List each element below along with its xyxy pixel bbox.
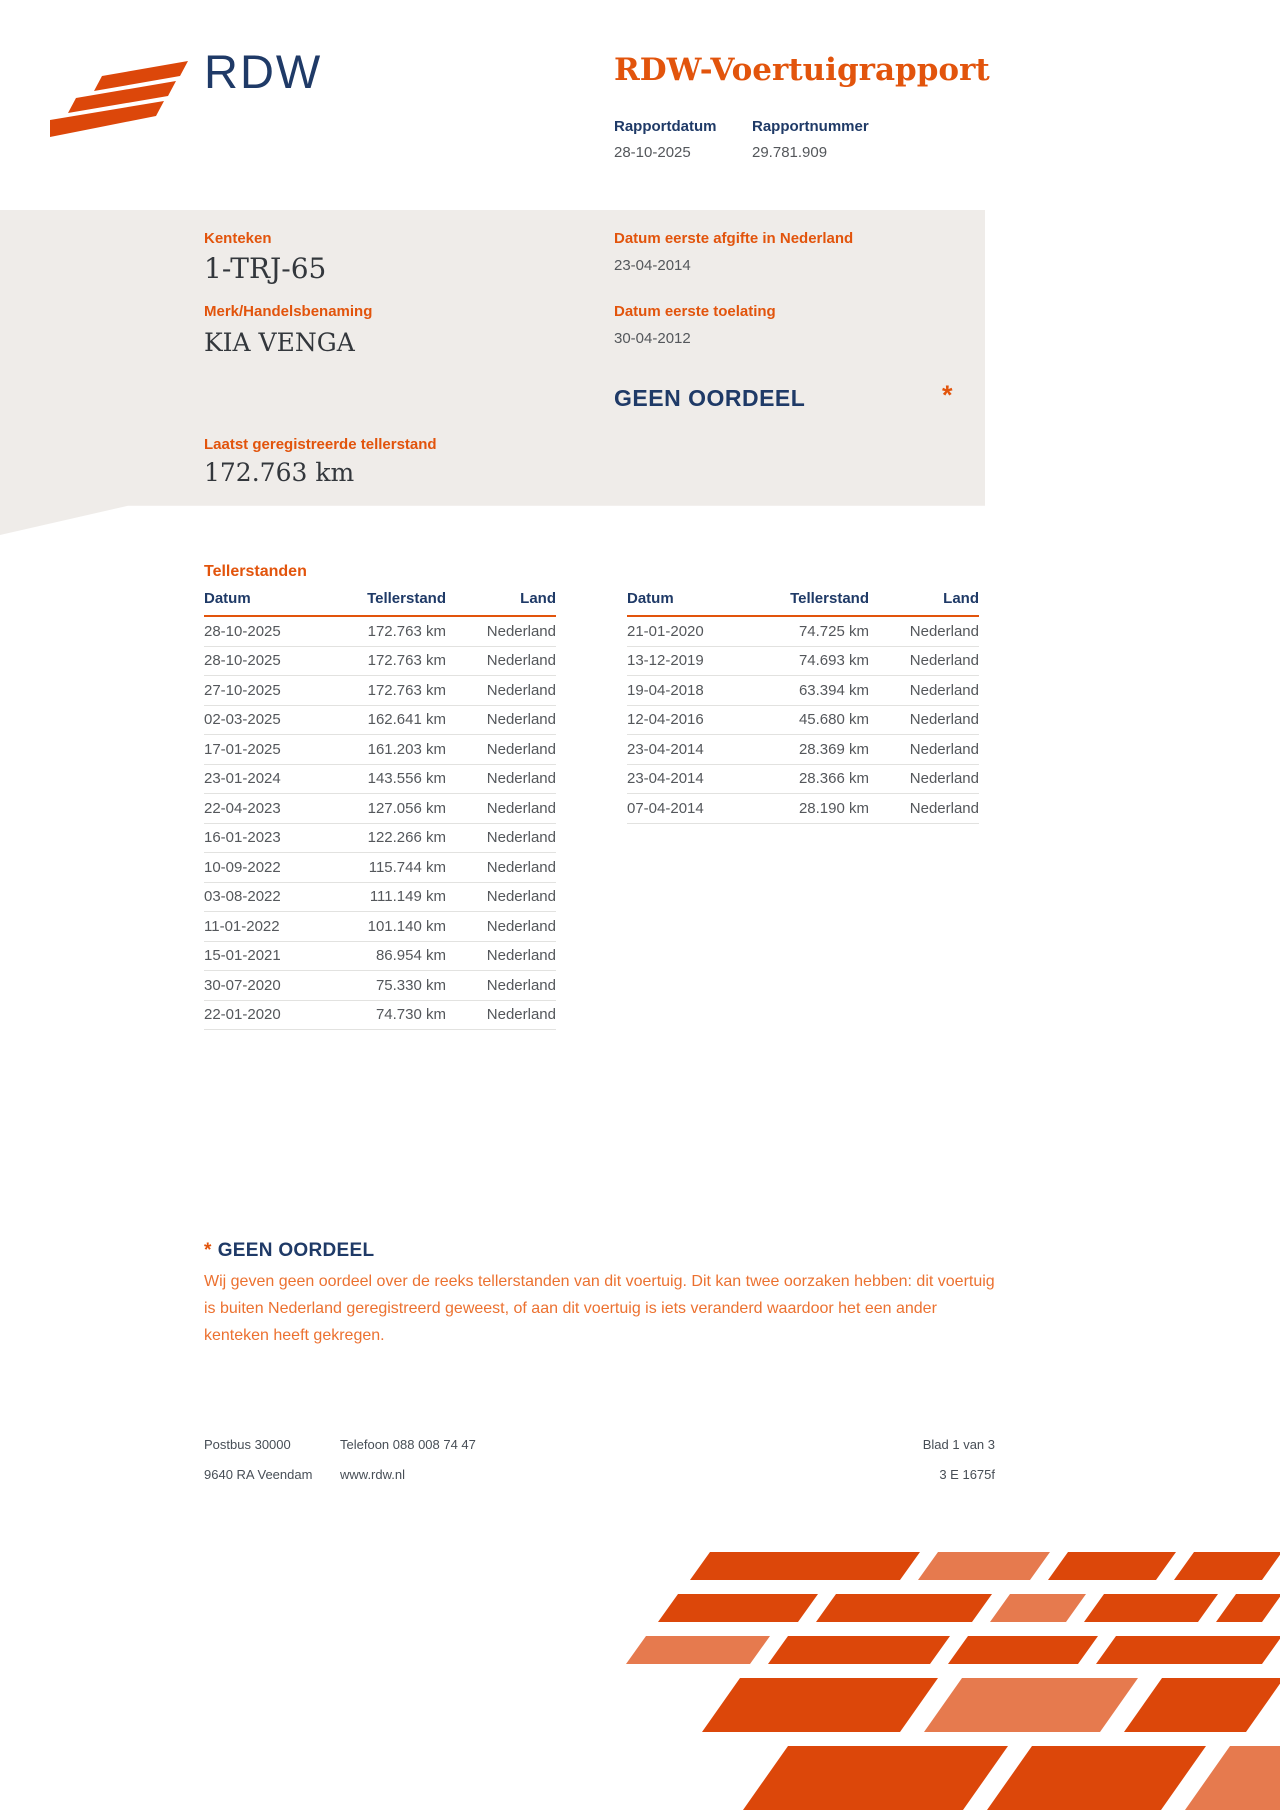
- column-header-tellerstand: Tellerstand: [790, 590, 869, 607]
- table-row: [204, 942, 556, 972]
- eerste-toelating-value: 30-04-2012: [614, 330, 691, 347]
- cell-land: Nederland: [486, 740, 556, 758]
- cell-land: Nederland: [486, 858, 556, 876]
- cell-tellerstand: 45.680 km: [798, 711, 869, 729]
- cell-land: Nederland: [486, 829, 556, 847]
- table-row: [204, 794, 556, 824]
- vehicle-summary-panel: [0, 210, 985, 535]
- cell-datum: 19-04-2018: [627, 681, 704, 699]
- cell-tellerstand: 74.730 km: [375, 1006, 446, 1024]
- rdw-logo-text: RDW: [204, 45, 323, 98]
- table-row: [204, 647, 556, 677]
- cell-tellerstand: 74.725 km: [798, 622, 869, 640]
- cell-datum: 22-04-2023: [204, 799, 281, 817]
- cell-tellerstand: 122.266 km: [367, 829, 446, 847]
- cell-land: Nederland: [486, 799, 556, 817]
- cell-land: Nederland: [486, 947, 556, 965]
- table-row: [204, 765, 556, 795]
- cell-tellerstand: 74.693 km: [798, 652, 869, 670]
- cell-tellerstand: 75.330 km: [375, 976, 446, 994]
- footnote-asterisk: *: [204, 1240, 212, 1261]
- footnote-heading: [204, 1240, 374, 1262]
- cell-land: Nederland: [909, 740, 979, 758]
- column-header-land: Land: [943, 590, 979, 607]
- table-row: [204, 853, 556, 883]
- cell-datum: 12-04-2016: [627, 711, 704, 729]
- cell-land: Nederland: [909, 770, 979, 788]
- cell-datum: 07-04-2014: [627, 799, 704, 817]
- verdict-asterisk: *: [942, 380, 953, 410]
- table-header: [204, 590, 556, 617]
- cell-land: Nederland: [486, 681, 556, 699]
- cell-tellerstand: 101.140 km: [367, 917, 446, 935]
- cell-datum: 15-01-2021: [204, 947, 281, 965]
- cell-datum: 22-01-2020: [204, 1006, 281, 1024]
- eerste-afgifte-label: Datum eerste afgifte in Nederland: [614, 230, 854, 247]
- cell-datum: 02-03-2025: [204, 711, 281, 729]
- kenteken-value: 1-TRJ-65: [204, 252, 327, 285]
- odometer-value: 172.763 km: [204, 458, 355, 487]
- table-row: [204, 735, 556, 765]
- table-row: [204, 706, 556, 736]
- cell-tellerstand: 162.641 km: [367, 711, 446, 729]
- cell-land: Nederland: [909, 652, 979, 670]
- table-row: [204, 676, 556, 706]
- cell-tellerstand: 86.954 km: [375, 947, 446, 965]
- cell-datum: 23-01-2024: [204, 770, 281, 788]
- cell-datum: 13-12-2019: [627, 652, 704, 670]
- cell-land: Nederland: [909, 681, 979, 699]
- table-row: [204, 971, 556, 1001]
- table-row: [627, 735, 979, 765]
- cell-tellerstand: 143.556 km: [367, 770, 446, 788]
- table-row: [627, 647, 979, 677]
- table-row: [204, 912, 556, 942]
- cell-tellerstand: 28.369 km: [798, 740, 869, 758]
- merk-label: Merk/Handelsbenaming: [204, 303, 373, 320]
- verdict-text: GEEN OORDEEL: [614, 385, 806, 411]
- cell-land: Nederland: [486, 976, 556, 994]
- cell-land: Nederland: [486, 917, 556, 935]
- cell-land: Nederland: [909, 622, 979, 640]
- footer-line-2: [204, 1467, 995, 1482]
- table-row: [627, 676, 979, 706]
- cell-land: Nederland: [486, 888, 556, 906]
- footer-address-line1: Postbus 30000: [204, 1437, 291, 1452]
- table-row: [627, 794, 979, 824]
- report-date-value: 28-10-2025: [614, 144, 691, 161]
- cell-tellerstand: 127.056 km: [367, 799, 446, 817]
- cell-datum: 27-10-2025: [204, 681, 281, 699]
- report-number-value: 29.781.909: [752, 144, 828, 161]
- cell-tellerstand: 172.763 km: [367, 652, 446, 670]
- page-footer: [204, 1437, 995, 1497]
- cell-land: Nederland: [486, 770, 556, 788]
- cell-datum: 17-01-2025: [204, 740, 281, 758]
- footer-address-line2: 9640 RA Veendam: [204, 1467, 313, 1482]
- footer-phone: Telefoon 088 008 74 47: [340, 1437, 476, 1452]
- cell-datum: 23-04-2014: [627, 740, 704, 758]
- cell-land: Nederland: [486, 622, 556, 640]
- column-header-tellerstand: Tellerstand: [367, 590, 446, 607]
- table-body: [204, 617, 556, 1030]
- cell-tellerstand: 28.366 km: [798, 770, 869, 788]
- column-header-datum: Datum: [627, 590, 674, 607]
- merk-value: KIA VENGA: [204, 328, 355, 357]
- cell-land: Nederland: [486, 1006, 556, 1024]
- report-title: RDW-Voertuigrapport: [614, 52, 990, 88]
- eerste-afgifte-value: 23-04-2014: [614, 257, 691, 274]
- cell-tellerstand: 115.744 km: [368, 858, 446, 876]
- odometer-label: Laatst geregistreerde tellerstand: [204, 436, 437, 453]
- cell-land: Nederland: [909, 711, 979, 729]
- table-body: [627, 617, 979, 824]
- cell-tellerstand: 111.149 km: [369, 888, 446, 906]
- cell-datum: 10-09-2022: [204, 858, 281, 876]
- report-number-label: Rapportnummer: [752, 118, 869, 135]
- cell-tellerstand: 28.190 km: [798, 799, 869, 817]
- footnote-title: GEEN OORDEEL: [217, 1240, 375, 1261]
- footer-line-1: [204, 1437, 995, 1452]
- footer-form-code: 3 E 1675f: [939, 1467, 995, 1482]
- eerste-toelating-label: Datum eerste toelating: [614, 303, 776, 320]
- cell-land: Nederland: [909, 799, 979, 817]
- cell-datum: 03-08-2022: [204, 888, 281, 906]
- tellerstanden-heading: Tellerstanden: [204, 563, 307, 580]
- cell-datum: 23-04-2014: [627, 770, 704, 788]
- cell-tellerstand: 172.763 km: [367, 681, 446, 699]
- cell-datum: 30-07-2020: [204, 976, 281, 994]
- cell-land: Nederland: [486, 711, 556, 729]
- speed-lines-graphic: [620, 1548, 1280, 1810]
- table-row: [204, 617, 556, 647]
- cell-tellerstand: 161.203 km: [367, 740, 446, 758]
- cell-tellerstand: 172.763 km: [367, 622, 446, 640]
- cell-tellerstand: 63.394 km: [798, 681, 869, 699]
- footer-page-number: Blad 1 van 3: [922, 1437, 995, 1452]
- report-date-label: Rapportdatum: [614, 118, 717, 135]
- odometer-table-left: [204, 590, 556, 1030]
- kenteken-label: Kenteken: [204, 230, 272, 247]
- cell-datum: 28-10-2025: [204, 622, 281, 640]
- footer-website: www.rdw.nl: [340, 1467, 406, 1482]
- cell-datum: 16-01-2023: [204, 829, 281, 847]
- cell-datum: 21-01-2020: [627, 622, 704, 640]
- table-row: [627, 617, 979, 647]
- table-row: [627, 765, 979, 795]
- footnote-text: Wij geven geen oordeel over de reeks tellerstanden van dit voertuig. Dit kan twee oorzaken hebben: dit voertuig is buiten Nederland geregistreerd geweest, of aan dit voertuig is iets veranderd waardoor het een ander kenteken heeft gekregen.: [204, 1273, 995, 1344]
- table-row: [204, 824, 556, 854]
- table-row: [627, 706, 979, 736]
- cell-datum: 28-10-2025: [204, 652, 281, 670]
- table-row: [204, 883, 556, 913]
- table-row: [204, 1001, 556, 1031]
- rdw-flag-logo: [50, 56, 192, 142]
- column-header-land: Land: [520, 590, 556, 607]
- table-header: [627, 590, 979, 617]
- cell-land: Nederland: [486, 652, 556, 670]
- odometer-table-right: [627, 590, 979, 824]
- column-header-datum: Datum: [204, 590, 251, 607]
- cell-datum: 11-01-2022: [204, 917, 280, 935]
